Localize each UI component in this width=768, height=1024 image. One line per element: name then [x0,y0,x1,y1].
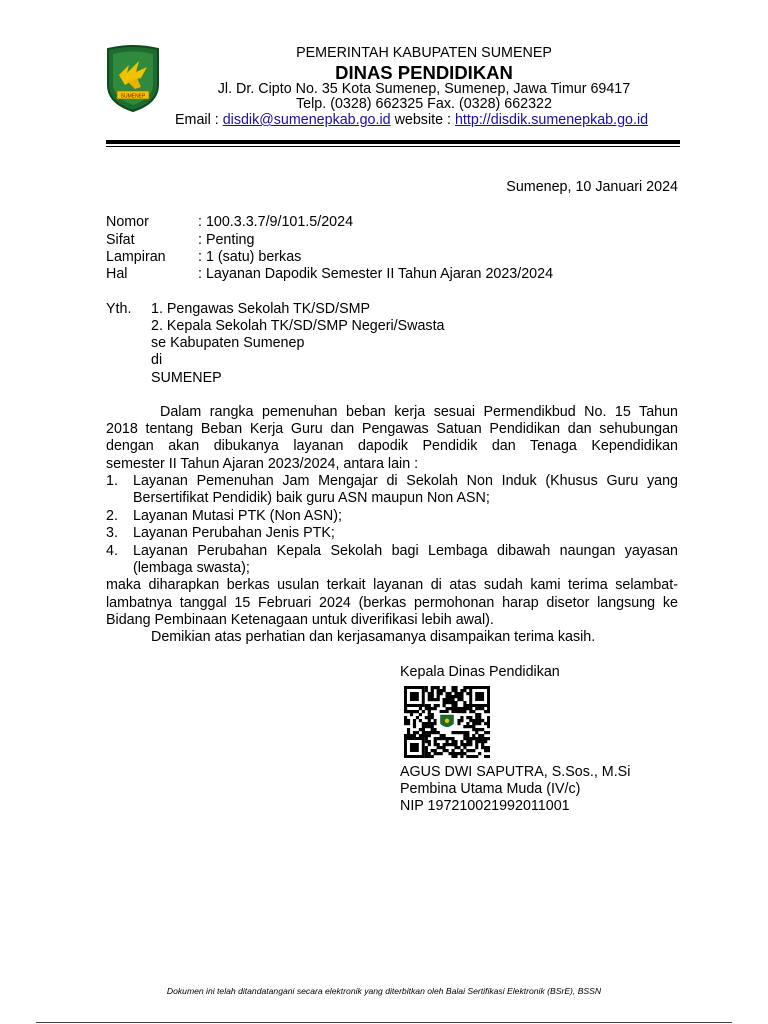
list-number: 4. [106,543,118,559]
website-link[interactable]: http://disdik.sumenepkab.go.id [454,112,649,128]
list-number: 3. [106,525,118,541]
meta-value: : Layanan Dapodik Semester II Tahun Ajaran 2023/2024 [198,266,554,282]
body-line: 2018 tentang Beban Kerja Guru dan Pengawas Satuan Pendidikan dan sehubungan [106,421,678,437]
contact-line [175,112,648,129]
body-line: semester II Tahun Ajaran 2023/2024, antara lain : [106,456,419,472]
list-number: 1. [106,473,118,489]
meta-value: : 1 (satu) berkas [198,249,302,265]
regency-logo [105,45,161,113]
phone: Telp. (0328) 662325 Fax. (0328) 662322 [296,96,552,112]
signer-rank: Pembina Utama Muda (IV/c) [400,781,581,797]
email-label: Email : [175,112,219,128]
recipient-prefix: Yth. [106,301,132,317]
body-line: lambatnya tanggal 15 Februari 2024 (berkas permohonan harap disetor langsung ke [106,595,678,611]
list-item-line: Layanan Mutasi PTK (Non ASN); [133,508,342,524]
body-line: Bidang Pembinaan Ketenagaan untuk diverifikasi lebih awal). [106,612,494,628]
body-line: maka diharapkan berkas usulan terkait layanan di atas sudah kami terima selambat- [106,577,678,593]
website-label: website : [394,112,451,128]
date-line: Sumenep, 10 Januari 2024 [506,179,678,195]
body-line: Dalam rangka pemenuhan beban kerja sesuai Permendikbud No. 15 Tahun [160,404,678,420]
government-name: PEMERINTAH KABUPATEN SUMENEP [296,45,552,61]
meta-label: Sifat [106,232,135,248]
agency-name: DINAS PENDIDIKAN [335,62,513,83]
signature-qr-code [404,686,490,758]
recipient-line: 1. Pengawas Sekolah TK/SD/SMP [151,301,371,317]
signer-name: AGUS DWI SAPUTRA, S.Sos., M.Si [400,764,631,780]
recipient-line: 2. Kepala Sekolah TK/SD/SMP Negeri/Swasta [151,318,445,334]
list-item-line: (lembaga swasta); [133,560,250,576]
meta-value: : Penting [198,232,255,248]
list-item-line: Layanan Perubahan Jenis PTK; [133,525,335,541]
list-item-line: Layanan Pemenuhan Jam Mengajar di Sekolah Non Induk (Khusus Guru yang [133,473,678,489]
recipient-line: di [151,352,163,368]
list-number: 2. [106,508,118,524]
meta-label: Lampiran [106,249,166,265]
list-item-line: Bersertifikat Pendidik) baik guru ASN maupun Non ASN; [133,490,490,506]
signature-title: Kepala Dinas Pendidikan [400,664,560,680]
list-item-line: Layanan Perubahan Kepala Sekolah bagi Lembaga dibawah naungan yayasan [133,543,678,559]
letterhead-rule-thick [106,140,680,144]
address: Jl. Dr. Cipto No. 35 Kota Sumenep, Sumenep, Jawa Timur 69417 [217,81,631,97]
meta-label: Nomor [106,214,149,230]
logo-ribbon-text: SUMENEP [120,93,146,100]
recipient-line: SUMENEP [151,370,222,386]
footer-rule [36,1022,732,1023]
thanks-line: Demikian atas perhatian dan kerjasamanya disampaikan terima kasih. [151,629,596,645]
letterhead-rule-thin [106,146,680,147]
e-signature-footer: Dokumen ini telah ditandatangani secara elektronik yang diterbitkan oleh Balai Sertifikasi Elektronik (BSrE), BSSN [166,986,602,996]
meta-value: : 100.3.3.7/9/101.5/2024 [198,214,354,230]
recipient-line: se Kabupaten Sumenep [151,335,305,351]
email-link[interactable]: disdik@sumenepkab.go.id [222,112,391,128]
signer-nip: NIP 197210021992011001 [400,798,570,814]
body-line: dengan akan dibukanya layanan dapodik Pendidik dan Tenaga Kependidikan [106,438,678,454]
meta-label: Hal [106,266,128,282]
